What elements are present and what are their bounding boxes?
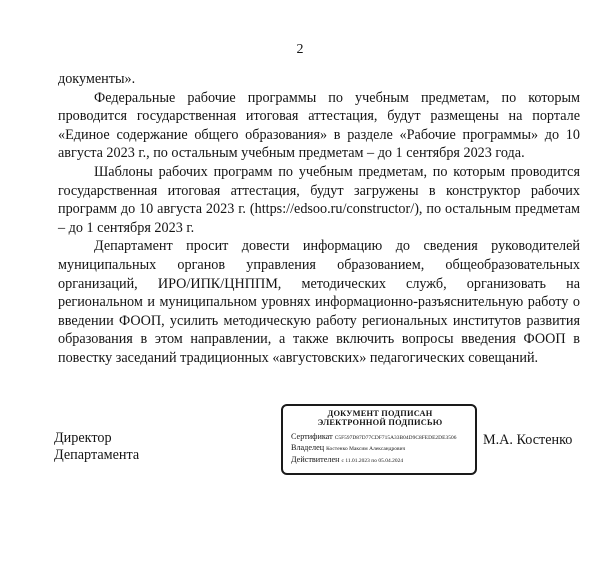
- paragraph-federal-programs: Федеральные рабочие программы по учебным предметам, по которым проводится государственная итоговая аттестация, будут размещены на портале «Единое содержание общего образования» в разделе «Рабочие программы» до 10 августа 2023 г., по остальным учебным предметам – до 1 сентября 2023 года.: [58, 89, 580, 162]
- signatory-position: [54, 430, 139, 464]
- paragraph-program-templates: Шаблоны рабочих программ по учебным предметам, по которым проводится государственная итоговая аттестация, будут загружены в конструктор рабочих программ до 10 августа 2023 г. (https://edsoo.ru/constructor/), по остальным предметам – до 1 сентября 2023 г.: [58, 163, 580, 236]
- stamp-owner-label: Владелец: [291, 443, 325, 453]
- paragraph-department-request: Департамент просит довести информацию до сведения руководителей муниципальных органов управления образованием, общеобразовательных организаций, ИРО/ИПК/ЦНППМ, методических служб, организовать на региональном и муниципальном уровнях информационно-разъяснительную работу о введении ФООП, усилить методическую работу региональных институтов развития образования в этом направлении, а также включить вопросы введения ФООП в повестку заседаний традиционных «августовских» педагогических совещаний.: [58, 238, 580, 366]
- stamp-certificate-value: C5F597D87D77CDF715A33B04D9C8FEDE2DE3506: [334, 434, 457, 441]
- stamp-title-line2: ЭЛЕКТРОННОЙ ПОДПИСЬЮ: [317, 418, 443, 428]
- stamp-validity-row: [291, 455, 469, 466]
- stamp-owner-row: [291, 443, 469, 454]
- signer-name: М.А. Костенко: [483, 432, 573, 448]
- stamp-owner-value: Костенко Максим Александрович: [326, 446, 406, 453]
- stamp-validity-label: Действителен: [291, 454, 340, 464]
- electronic-signature-stamp: [281, 404, 477, 475]
- stamp-title-line1: ДОКУМЕНТ ПОДПИСАН: [327, 409, 433, 418]
- stamp-certificate-row: [291, 432, 469, 443]
- position-line-director: Директор: [54, 430, 112, 446]
- page-number: 2: [296, 42, 304, 57]
- stamp-validity-value: с 11.01.2023 по 05.04.2024: [341, 457, 404, 464]
- paragraph-continuation: документы».: [58, 71, 136, 87]
- position-line-department: Департамента: [54, 447, 140, 463]
- stamp-certificate-label: Сертификат: [291, 431, 333, 441]
- document-body: [58, 70, 580, 368]
